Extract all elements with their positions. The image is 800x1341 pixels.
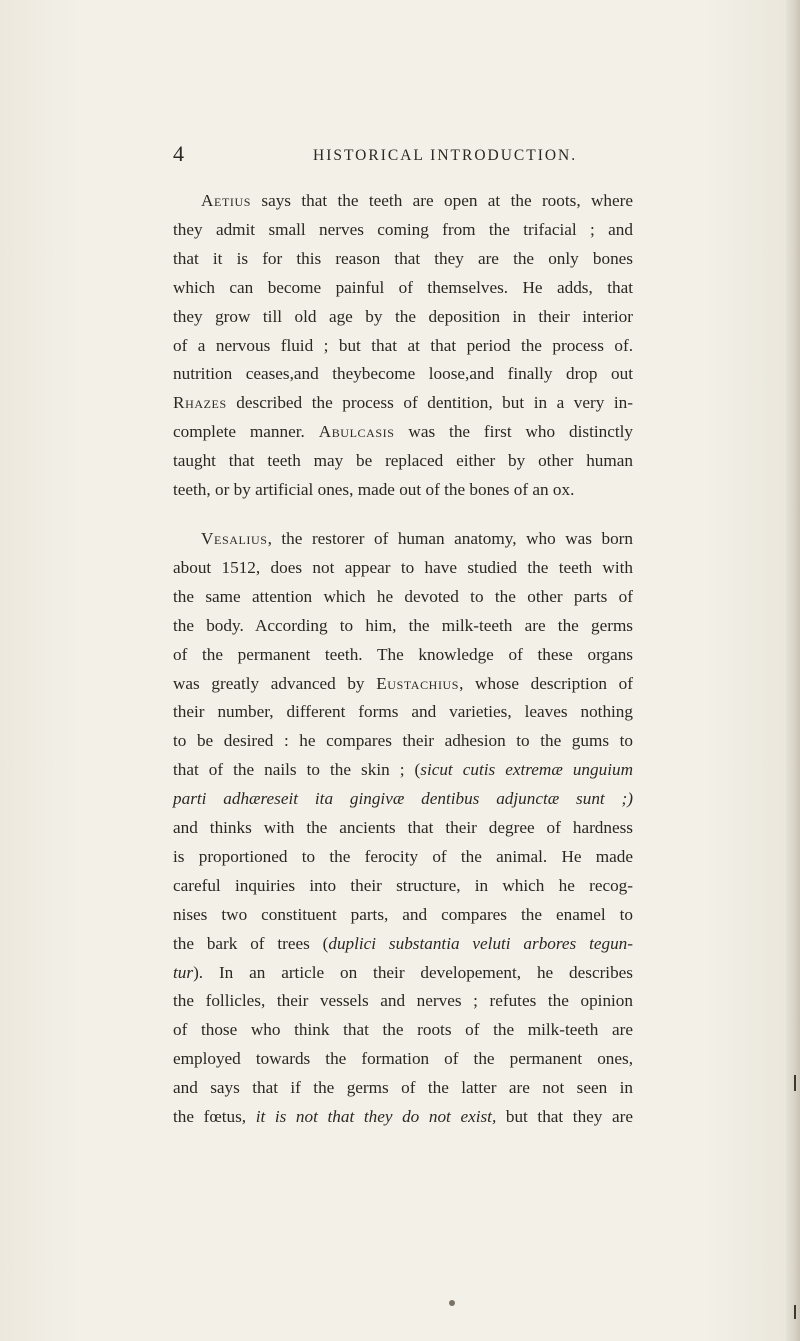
page-header [0, 141, 800, 177]
text-line: taught that teeth may be replaced either by other human [173, 451, 633, 471]
page-edge-shadow [786, 0, 800, 1341]
text-line: and thinks with the ancients that their degree of hardness [173, 818, 633, 838]
text-line: was greatly advanced by Eustachius, whose description of [173, 673, 633, 693]
text-line: and says that if the germs of the latter are not seen in [173, 1078, 633, 1098]
text-line: the same attention which he devoted to the other parts of [173, 586, 633, 606]
text-line: the follicles, their vessels and nerves ; refutes the opinion [173, 991, 633, 1011]
text-line: Aetius says that the teeth are open at the roots, where [201, 191, 633, 210]
text-line: nises two constituent parts, and compares the enamel to [173, 904, 633, 924]
text-line: is proportioned to the ferocity of the animal. He made [173, 846, 633, 866]
text-line: to be desired : he compares their adhesion to the gums to [173, 731, 633, 751]
text-line: they admit small nerves coming from the trifacial ; and [173, 219, 633, 239]
text-line: the bark of trees (duplici substantia veluti arbores tegun- [173, 933, 633, 953]
page-number: 4 [173, 141, 184, 166]
text-line: nutrition ceases,and theybecome loose,and finally drop out [173, 364, 633, 384]
page-edge-mark [794, 1305, 796, 1319]
page-edge-mark [794, 1075, 796, 1091]
paragraph-vesalius [173, 525, 633, 1132]
text-line: that of the nails to the skin ; (sicut cutis extremæ unguium [173, 760, 633, 780]
paragraph-aetius [173, 187, 633, 505]
text-line: of the permanent teeth. The knowledge of these organs [173, 644, 633, 664]
text-line: of those who think that the roots of the milk-teeth are [173, 1020, 633, 1040]
text-line: the fœtus, it is not that they do not exist, but that they are [173, 1107, 633, 1127]
text-line: of a nervous fluid ; but that at that period the process of. [173, 335, 633, 355]
text-line: the body. According to him, the milk-teeth are the germs [173, 615, 633, 635]
text-line: tur). In an article on their developement, he describes [173, 962, 633, 982]
text-line: complete manner. Abulcasis was the first who distinctly [173, 422, 633, 442]
text-line: their number, different forms and varieties, leaves nothing [173, 702, 633, 722]
text-line: they grow till old age by the deposition in their interior [173, 306, 633, 326]
text-line: about 1512, does not appear to have studied the teeth with [173, 557, 633, 577]
text-line: which can become painful of themselves. He adds, that [173, 277, 633, 297]
text-line: that it is for this reason that they are the only bones [173, 248, 633, 268]
running-head: HISTORICAL INTRODUCTION. [313, 147, 578, 164]
text-line: employed towards the formation of the permanent ones, [173, 1049, 633, 1069]
text-line: parti adhæreseit ita gingivæ dentibus adjunctæ sunt ;) [173, 789, 633, 809]
text-line: Rhazes described the process of dentition, but in a very in- [173, 393, 633, 413]
ink-spot [449, 1300, 455, 1306]
body-text [173, 187, 633, 1132]
text-line: teeth, or by artificial ones, made out of the bones of an ox. [173, 480, 575, 500]
text-line: careful inquiries into their structure, in which he recog- [173, 875, 633, 895]
text-line: Vesalius, the restorer of human anatomy, who was born [201, 528, 633, 548]
